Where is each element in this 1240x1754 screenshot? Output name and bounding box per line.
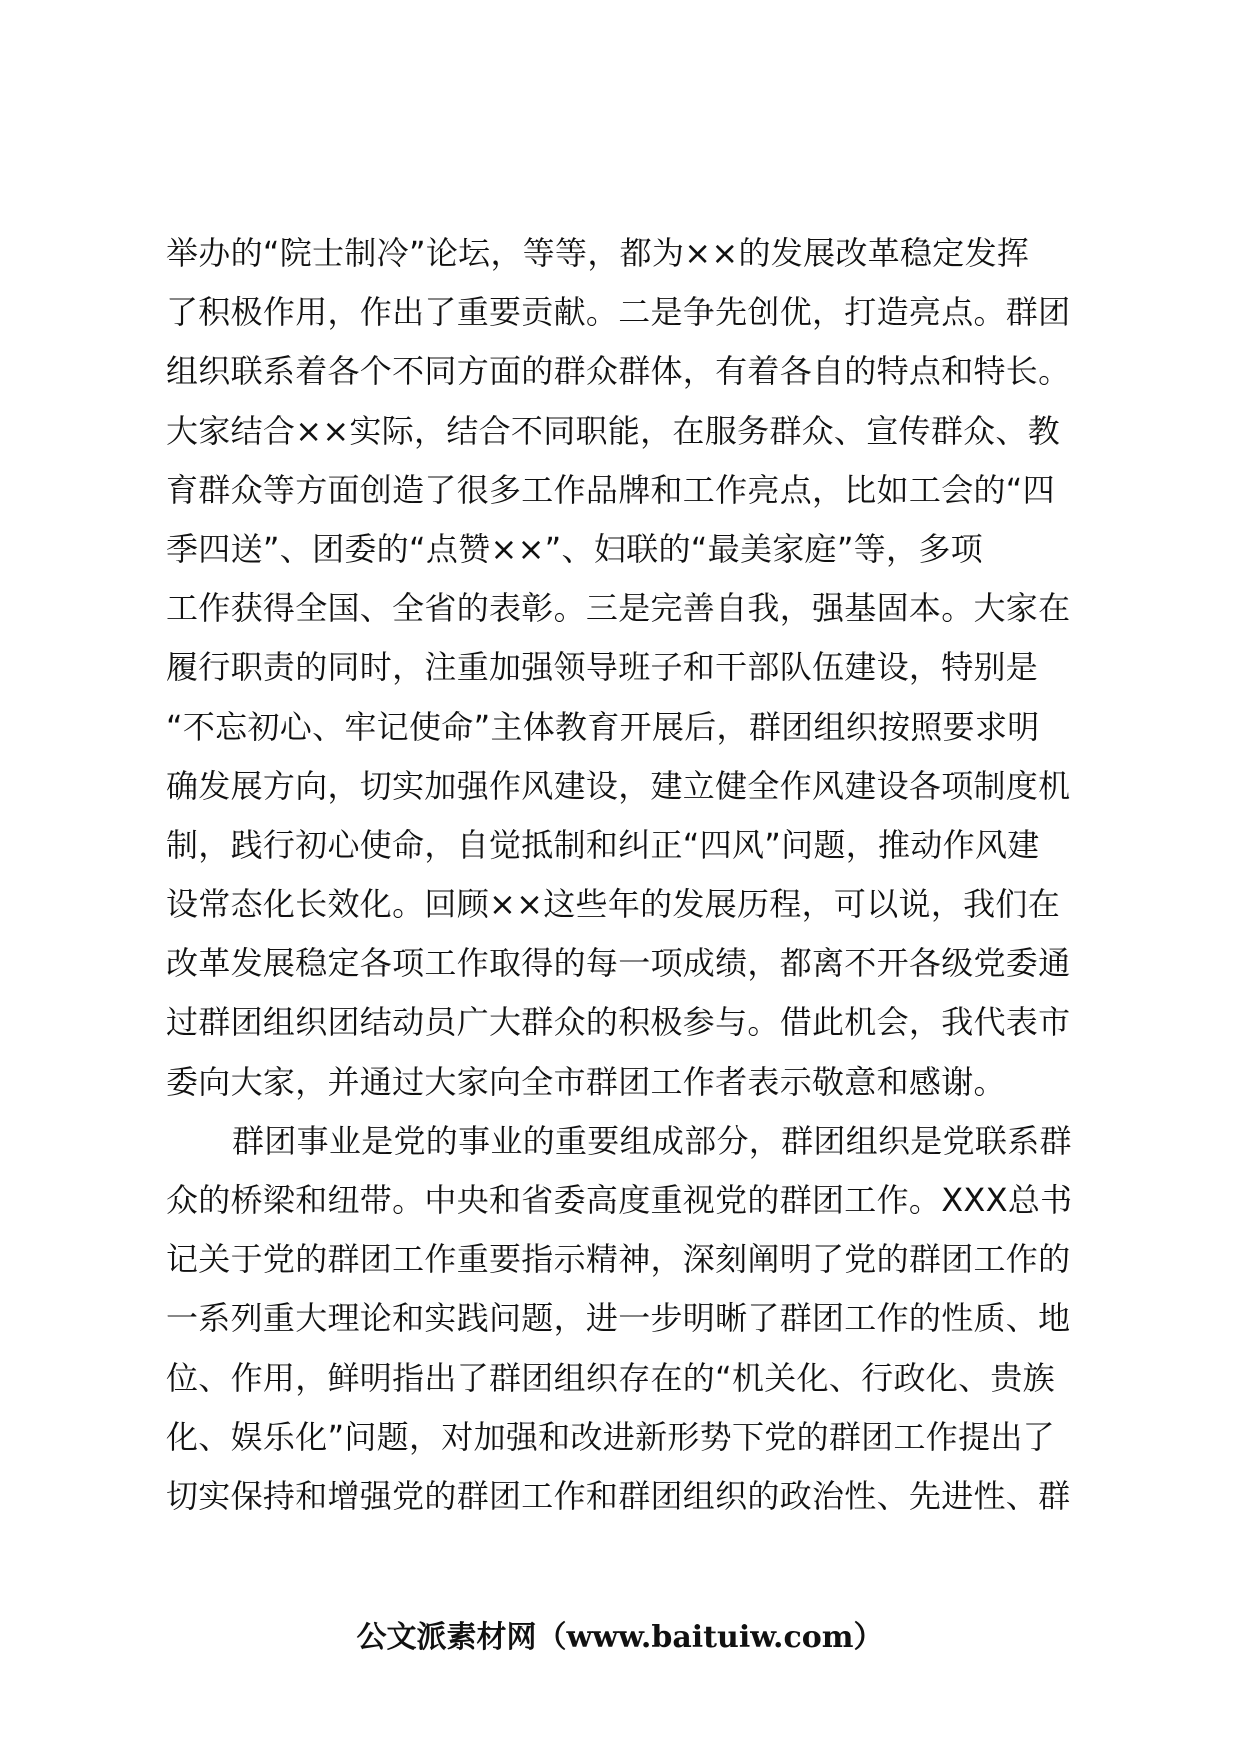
text-line: “不忘初心、牢记使命”主体教育开展后，群团组织按照要求明 (166, 707, 1040, 746)
paragraph-2 (166, 1112, 1114, 1526)
text-line: 位、作用，鲜明指出了群团组织存在的“机关化、行政化、贵族 (166, 1358, 1055, 1397)
text-line: 一系列重大理论和实践问题，进一步明晰了群团工作的性质、地 (166, 1299, 1071, 1338)
text-line: 设常态化长效化。回顾××这些年的发展历程，可以说，我们在 (166, 885, 1061, 924)
text-line: 工作获得全国、全省的表彰。三是完善自我，强基固本。大家在 (166, 589, 1071, 628)
text-line: 改革发展稳定各项工作取得的每一项成绩，都离不开各级党委通 (166, 944, 1071, 983)
text-line: 了积极作用，作出了重要贡献。二是争先创优，打造亮点。群团 (166, 293, 1071, 332)
text-line: 众的桥梁和纽带。中央和省委高度重视党的群团工作。XXX总书 (166, 1181, 1073, 1219)
text-line: 记关于党的群团工作重要指示精神，深刻阐明了党的群团工作的 (166, 1240, 1071, 1279)
text-line: 大家结合××实际，结合不同职能，在服务群众、宣传群众、教 (166, 411, 1061, 450)
text-line: 化、娱乐化”问题，对加强和改进新形势下党的群团工作提出了 (166, 1417, 1055, 1456)
text-line: 过群团组织团结动员广大群众的积极参与。借此机会，我代表市 (166, 1003, 1071, 1042)
text-line: 确发展方向，切实加强作风建设，建立健全作风建设各项制度机 (166, 766, 1071, 805)
text-line: 组织联系着各个不同方面的群众群体，有着各自的特点和特长。 (166, 352, 1071, 391)
paragraph-1 (166, 224, 1114, 1112)
text-line: 季四送”、团委的“点赞××”、妇联的“最美家庭”等，多项 (166, 529, 983, 568)
text-line: 制，践行初心使命，自觉抵制和纠正“四风”问题，推动作风建 (166, 825, 1040, 864)
text-line: 群团事业是党的事业的重要组成部分，群团组织是党联系群 (232, 1121, 1072, 1160)
body-text (166, 224, 1114, 1526)
text-line: 委向大家，并通过大家向全市群团工作者表示敬意和感谢。 (166, 1062, 1006, 1101)
text-line: 切实保持和增强党的群团工作和群团组织的政治性、先进性、群 (166, 1476, 1071, 1515)
text-line: 育群众等方面创造了很多工作品牌和工作亮点，比如工会的“四 (166, 470, 1055, 509)
footer-watermark: 公文派素材网（www.baituiw.com） (356, 1620, 884, 1655)
text-line: 举办的“院士制冷”论坛，等等，都为××的发展改革稳定发挥 (166, 234, 1030, 272)
text-line: 履行职责的同时，注重加强领导班子和干部队伍建设，特别是 (166, 648, 1039, 687)
